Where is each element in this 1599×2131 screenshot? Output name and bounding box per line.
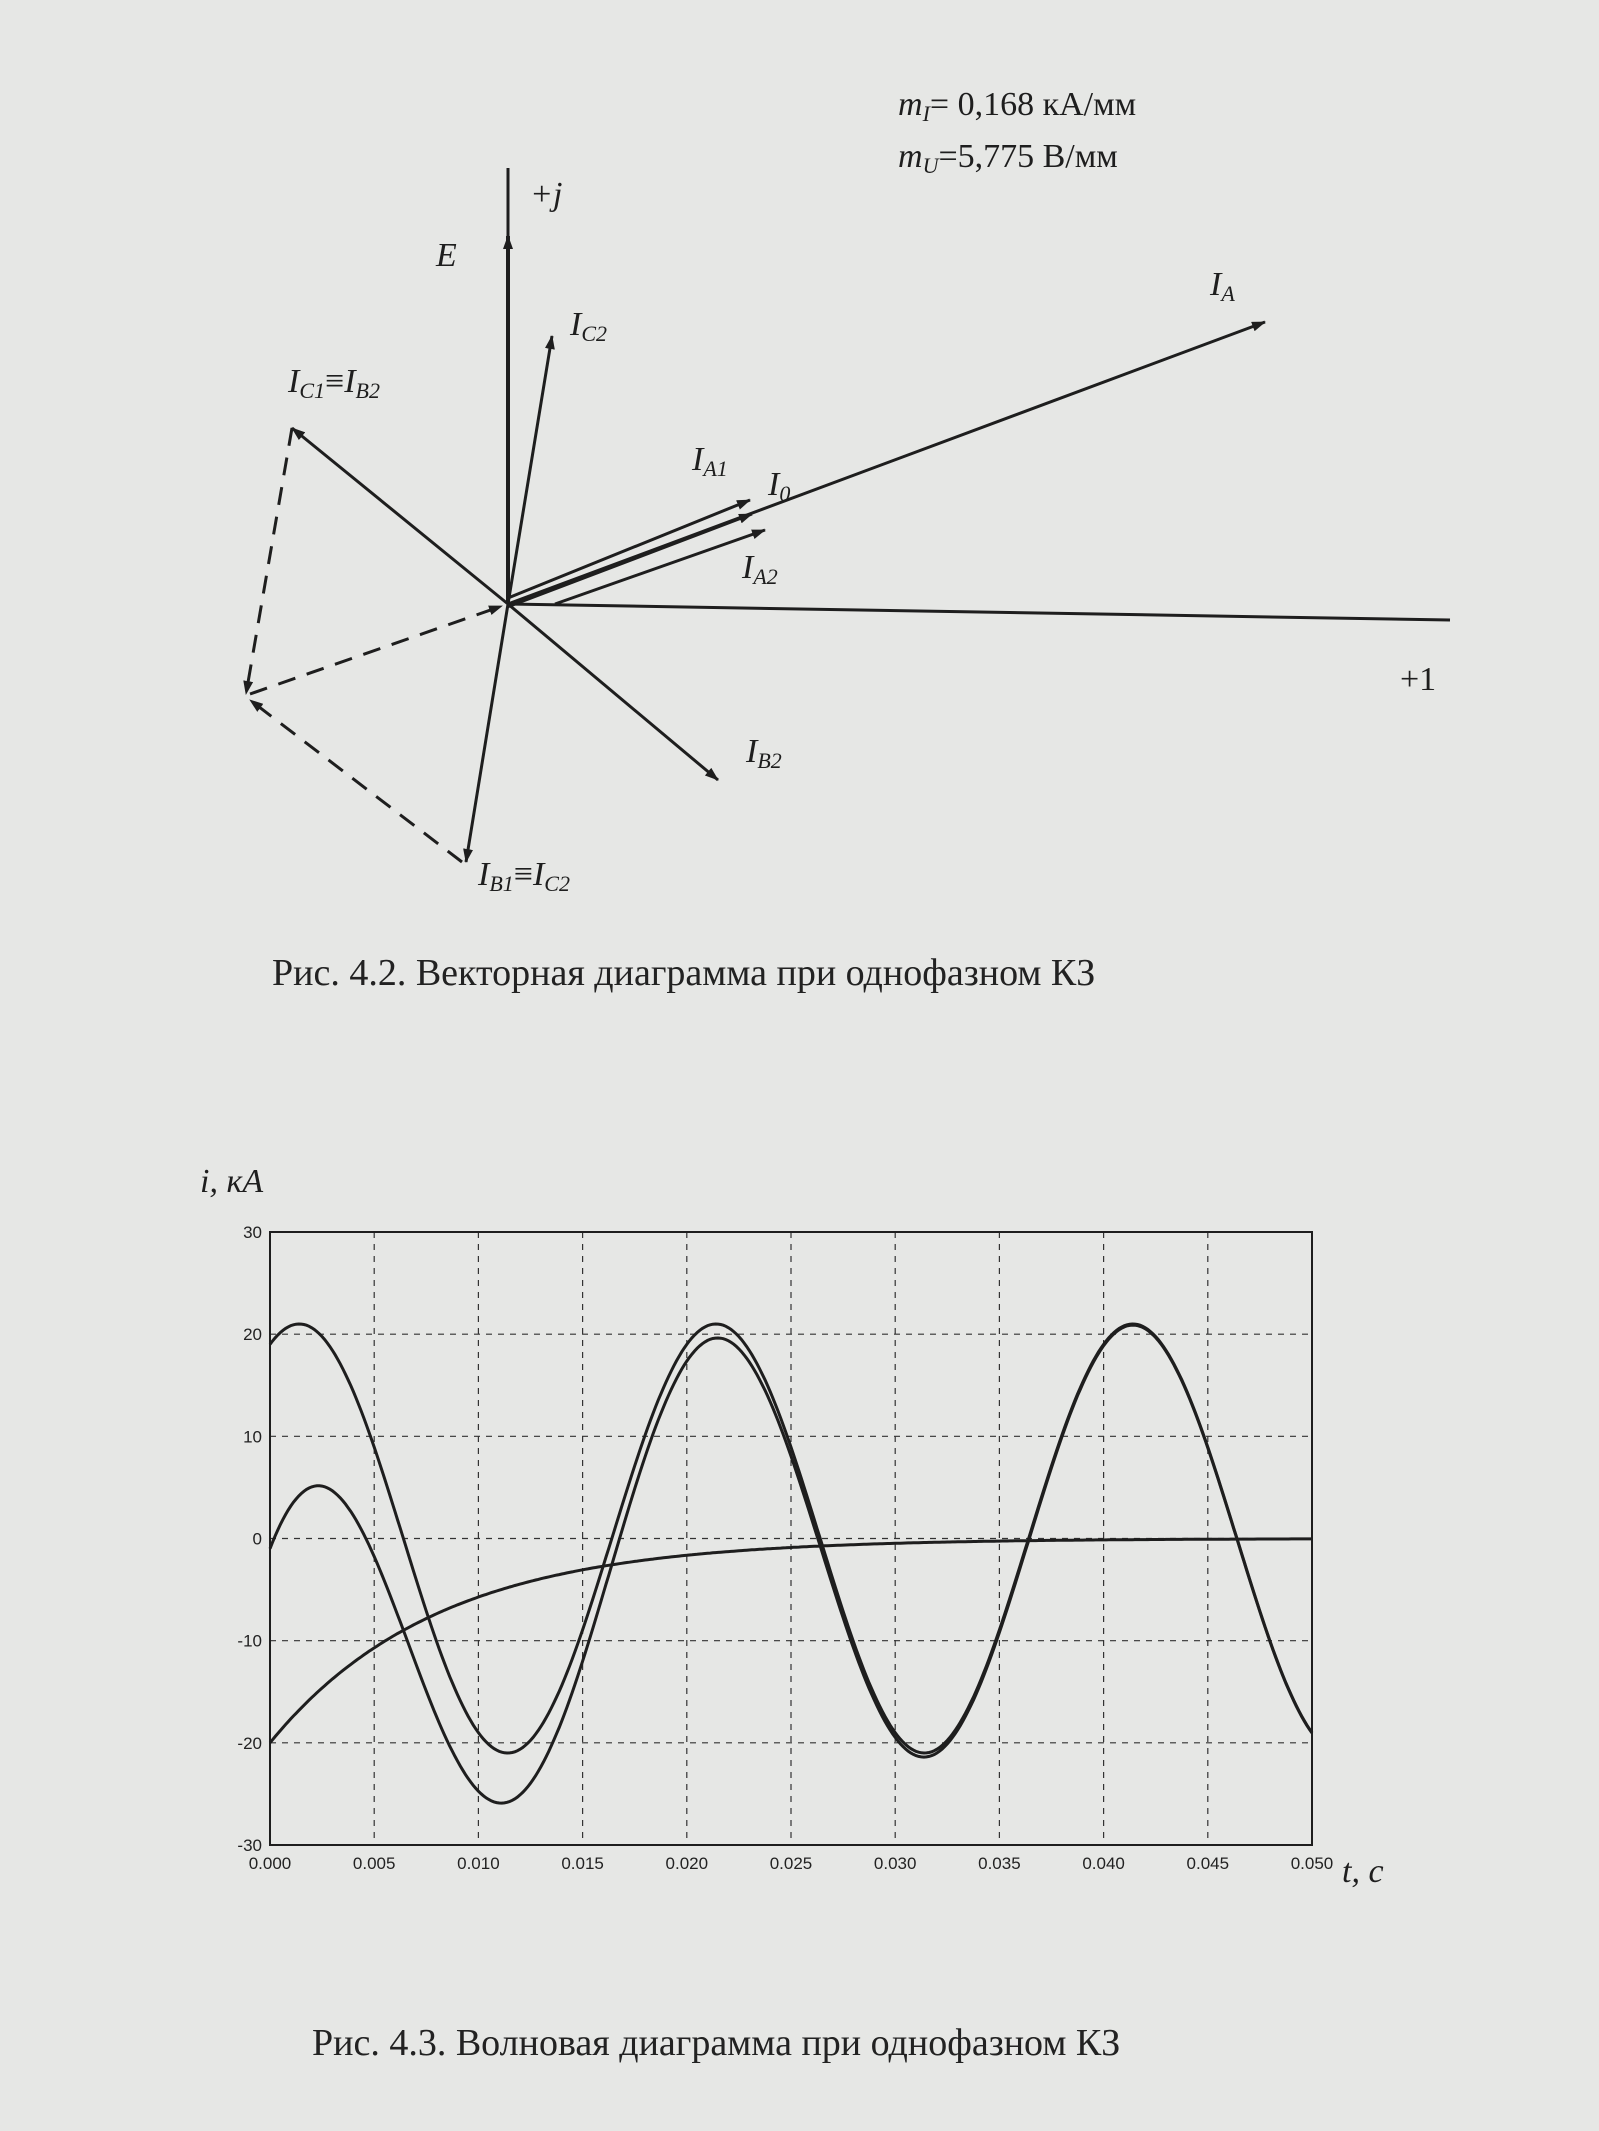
x-tick-label: 0.030 — [873, 1854, 917, 1873]
real-axis-label: +1 — [1400, 661, 1437, 698]
x-tick-label: 0.040 — [1082, 1854, 1125, 1873]
x-tick-label: 0.010 — [457, 1854, 500, 1873]
x-tick-label: 0.020 — [665, 1854, 709, 1873]
label-ia1: IA1 — [692, 441, 728, 481]
x-axis-title: t, с — [1342, 1853, 1384, 1890]
x-tick-label: 0.035 — [978, 1854, 1021, 1873]
vector-ic1 — [292, 428, 508, 604]
x-tick-labels — [249, 1854, 1334, 1873]
x-tick-label: 0.025 — [769, 1854, 813, 1873]
label-ia: IA — [1210, 266, 1235, 306]
y-tick-label: -30 — [237, 1836, 262, 1855]
dashed-construction-3 — [250, 606, 502, 694]
y-tick-label: 10 — [243, 1427, 262, 1447]
y-tick-labels — [237, 1223, 262, 1855]
vector-ib1 — [466, 604, 508, 862]
label-ic2: IC2 — [570, 306, 608, 346]
x-tick-label: 0.005 — [352, 1854, 396, 1873]
x-tick-label: 0.015 — [561, 1854, 604, 1873]
y-tick-label: 0 — [252, 1529, 262, 1549]
x-tick-label: 0.045 — [1186, 1854, 1230, 1873]
y-axis-title: i, кА — [200, 1163, 264, 1200]
imag-axis-label: +j — [530, 176, 563, 213]
vector-i0 — [510, 514, 752, 606]
vector-ic2 — [508, 336, 552, 604]
vector-diagram-caption: Рис. 4.2. Векторная диаграмма при однофазном КЗ — [272, 952, 1096, 994]
x-tick-label: 0.050 — [1290, 1854, 1334, 1873]
dashed-construction-1 — [246, 428, 292, 694]
series-total-line — [270, 1325, 1312, 1803]
wave-chart — [200, 1163, 1384, 2064]
label-ic1-ib2: IC1≡IB2 — [288, 363, 380, 403]
scale-i-label: mI= 0,168 кА/мм — [898, 86, 1137, 126]
y-tick-label: -20 — [237, 1733, 262, 1753]
x-tick-label: 0.000 — [248, 1854, 292, 1873]
label-ib2: IB2 — [746, 733, 782, 773]
vector-ia — [508, 322, 1265, 604]
dashed-construction-2 — [250, 700, 462, 862]
y-tick-label: 30 — [243, 1223, 262, 1242]
real-axis — [508, 604, 1450, 620]
label-e: E — [436, 237, 457, 274]
vector-diagram — [246, 86, 1450, 994]
wave-diagram-caption: Рис. 4.3. Волновая диаграмма при однофазном КЗ — [312, 2022, 1121, 2064]
chart-curves — [270, 1324, 1312, 1803]
label-ib1-ic2: IB1≡IC2 — [478, 856, 570, 896]
y-tick-label: 20 — [243, 1325, 262, 1345]
label-ia2: IA2 — [742, 549, 778, 589]
scale-u-label: mU=5,775 В/мм — [898, 138, 1118, 178]
vector-ib2 — [508, 604, 718, 780]
label-i0: I0 — [768, 466, 791, 506]
y-tick-label: -10 — [237, 1631, 262, 1651]
